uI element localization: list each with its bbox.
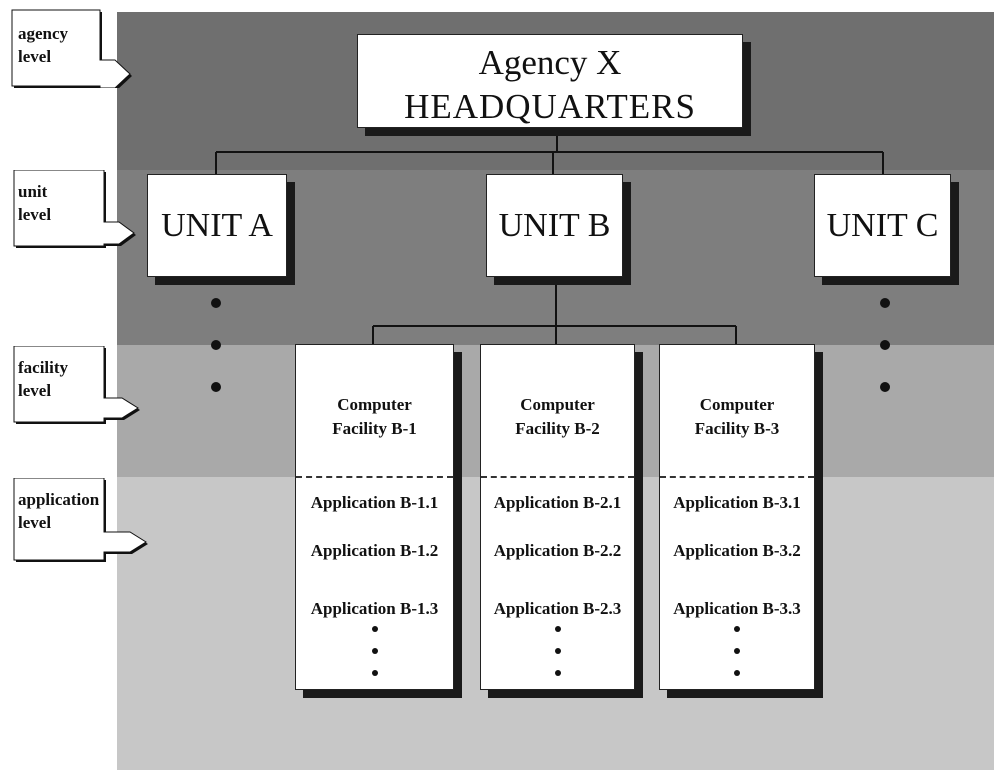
agency-level-sublabel: level — [18, 47, 52, 66]
unit-b-box — [486, 174, 623, 277]
facility-b1-title-line1: Computer — [337, 395, 412, 414]
application-b2-3: Application B-2.3 — [493, 599, 622, 618]
headquarters-agency-name: Agency X — [478, 43, 622, 82]
agency-level-tag — [0, 8, 150, 88]
headquarters-box — [357, 34, 743, 128]
agency-level-label: agency — [18, 24, 69, 43]
facility-b3-box — [659, 344, 815, 690]
unit-level-label: unit — [18, 182, 48, 201]
application-b1-1: Application B-1.1 — [310, 493, 439, 512]
facility-b3-title-line1: Computer — [699, 395, 775, 414]
application-b1-3: Application B-1.3 — [310, 599, 439, 618]
application-b3-2: Application B-3.2 — [673, 541, 801, 560]
headquarters-title: HEADQUARTERS — [404, 87, 696, 126]
application-level-tag — [0, 478, 150, 558]
unit-c-continuation-dots — [880, 298, 890, 424]
facility-application-divider — [660, 476, 814, 478]
application-level-sublabel: level — [18, 513, 52, 532]
unit-c-label: UNIT C — [826, 206, 939, 244]
facility-application-divider — [296, 476, 453, 478]
facility-level-tag — [0, 346, 150, 426]
application-level-label: application — [18, 490, 100, 509]
unit-b-label: UNIT B — [498, 206, 611, 244]
unit-a-label: UNIT A — [161, 206, 273, 244]
facility-level-sublabel: level — [18, 381, 52, 400]
facility-application-divider — [481, 476, 634, 478]
facility-b1-box — [295, 344, 454, 690]
application-b2-2: Application B-2.2 — [493, 541, 622, 560]
application-b3-3: Application B-3.3 — [673, 599, 801, 618]
facility-b3-title — [660, 393, 814, 441]
unit-a-continuation-dots — [211, 298, 221, 424]
facility-b2-title — [481, 393, 634, 441]
facility-b2-box — [480, 344, 635, 690]
application-continuation-dots — [481, 626, 634, 692]
facility-b1-title-line2: Facility B-1 — [332, 419, 417, 438]
application-b1-2: Application B-1.2 — [310, 541, 439, 560]
application-continuation-dots — [296, 626, 453, 692]
facility-b2-title-line2: Facility B-2 — [515, 419, 600, 438]
application-continuation-dots — [660, 626, 814, 692]
unit-c-box — [814, 174, 951, 277]
unit-level-sublabel: level — [18, 205, 52, 224]
facility-b2-title-line1: Computer — [520, 395, 595, 414]
facility-level-label: facility — [18, 358, 69, 377]
application-b2-1: Application B-2.1 — [493, 493, 622, 512]
facility-b1-title — [296, 393, 453, 441]
facility-b3-title-line2: Facility B-3 — [694, 419, 780, 438]
unit-level-tag — [0, 170, 150, 250]
application-b3-1: Application B-3.1 — [673, 493, 801, 512]
unit-a-box — [147, 174, 287, 277]
